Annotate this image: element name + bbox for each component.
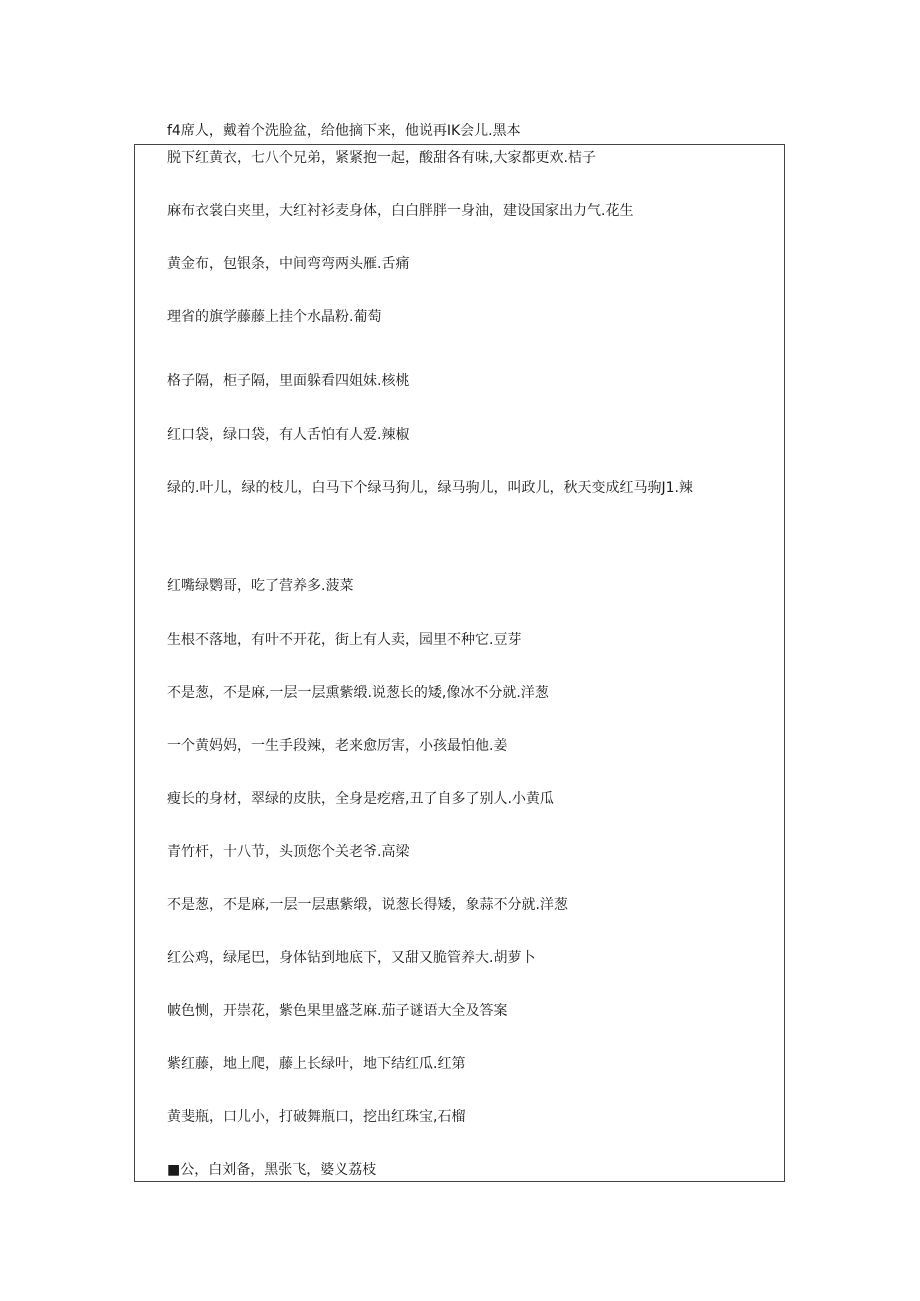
riddle-line: 瘦长的身材，翠绿的皮肤，全身是疙瘩,丑了自多了别人.小黄瓜 — [167, 791, 554, 807]
top-riddle-line: f4席人，戴着个洗脸盆，给他摘下来，他说再IK会儿.黑本 — [167, 123, 521, 139]
riddle-line: 帔色恻，开崇花，紫色果里盛芝麻.茄子谜语大全及答案 — [167, 1003, 508, 1019]
riddle-line: 红口袋，绿口袋，有人舌怕有人爱.辣椒 — [167, 427, 410, 443]
riddle-line: 红嘴绿鹦哥，吃了营养多.菠菜 — [167, 578, 354, 594]
riddle-line: 理省的旗学藤藤上挂个水晶粉.葡萄 — [167, 309, 382, 325]
riddle-line: 一个黄妈妈，一生手段辣，老来愈厉害，小孩最怕他.姜 — [167, 738, 508, 754]
riddle-line: 不是葱，不是麻,一层一层惠紫缎，说葱长得矮，象蒜不分就.洋葱 — [167, 897, 568, 913]
riddle-line: 红公鸡，绿尾巴，身体钻到地底下，又甜又脆管养大.胡萝卜 — [167, 950, 536, 966]
riddle-line: 不是葱，不是麻,一层一层熏紫缎.说葱长的矮,像冰不分就.洋葱 — [167, 685, 549, 701]
riddle-line: 紫红藤，地上爬，藤上长绿叶，地下结红瓜.红第 — [167, 1056, 466, 1072]
riddle-line: ■公，白刘备，黑张飞，婆义荔枝 — [167, 1162, 377, 1178]
riddle-line: 黄斐瓶，口儿小，打破舞瓶口，挖出红珠宝,石榴 — [167, 1109, 466, 1125]
riddle-line: 青竹杆，十八节，头顶您个关老爷.高梁 — [167, 844, 410, 860]
riddle-line: 绿的.叶儿，绿的枝儿，白马下个绿马狗儿，绿马驹儿，叫政儿，秋天变成红马驹J1.辣 — [167, 480, 693, 496]
riddle-line: 黄金布，包银条，中间弯弯两头雁.舌痛 — [167, 256, 410, 272]
riddle-line: 生根不落地，有叶不开花，街上有人卖，园里不种它.豆芽 — [167, 632, 522, 648]
riddle-line: 格子隔，柜子隔，里面躲看四姐妹.核桃 — [167, 373, 410, 389]
riddle-frame — [134, 144, 785, 1182]
riddle-line: 麻布衣裳白夹里，大红衬衫麦身体，白白胖胖一身油，建设国家出力气.花生 — [167, 203, 634, 219]
riddle-line: 脱下红黄衣，七八个兄弟，紧紧抱一起，酸甜各有味,大家都更欢.桔子 — [167, 150, 596, 166]
